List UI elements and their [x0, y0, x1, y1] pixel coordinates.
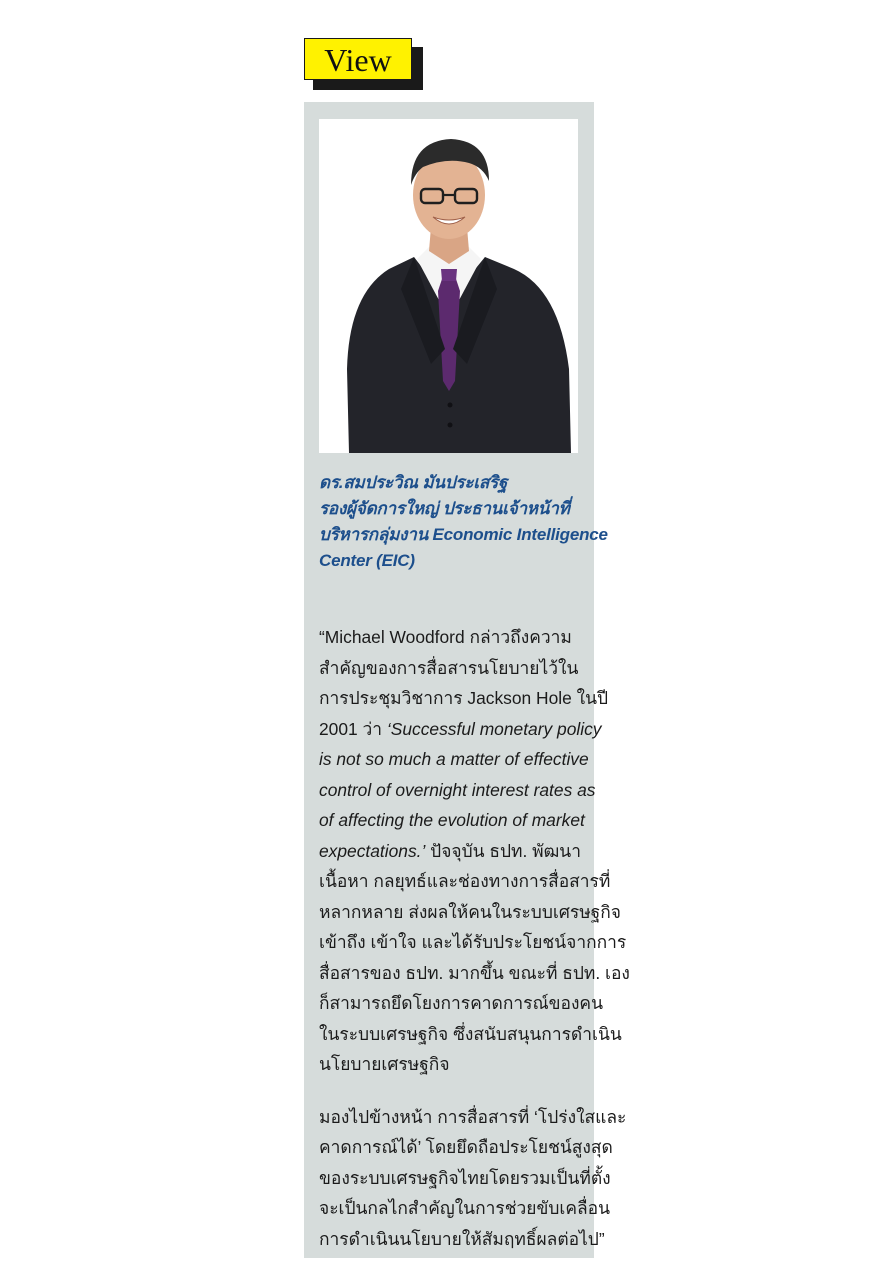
- quote-line: คาดการณ์ได้’ โดยยึดถือประโยชน์สูงสุด: [319, 1137, 613, 1157]
- quote-line: ก็สามารถยึดโยงการคาดการณ์ของคน: [319, 993, 603, 1013]
- quote-line: [319, 714, 602, 745]
- quote-line: หลากหลาย ส่งผลให้คนในระบบเศรษฐกิจ: [319, 901, 621, 922]
- quote-english-line: is not so much a matter of effective: [319, 749, 589, 769]
- quote-english-text: ‘Successful monetary policy: [386, 718, 602, 739]
- caption-department: บริหารกลุ่มงาน Economic Intelligence: [319, 525, 608, 544]
- caption-position: รองผู้จัดการใหญ่ ประธานเจ้าหน้าที่: [319, 499, 570, 518]
- quote-line: “Michael Woodford กล่าวถึงความ: [319, 627, 572, 647]
- quote-line: จะเป็นกลไกสำคัญในการช่วยขับเคลื่อน: [319, 1198, 610, 1218]
- quote-line: [319, 836, 581, 867]
- quote-line: การดำเนินนโยบายให้สัมฤทธิ์ผลต่อไป”: [319, 1228, 605, 1249]
- quote-english-line: of affecting the evolution of market: [319, 810, 585, 830]
- quote-text: 2001 ว่า: [319, 718, 383, 739]
- paragraph-gap: [319, 1080, 581, 1102]
- portrait-photo: [319, 119, 578, 453]
- photo-caption: [319, 470, 608, 574]
- caption-name: ดร.สมประวิณ มันประเสริฐ: [319, 473, 508, 492]
- portrait-illustration: [319, 119, 578, 453]
- caption-department-cont: Center (EIC): [319, 551, 415, 570]
- quote-line: การประชุมวิชาการ Jackson Hole ในปี: [319, 688, 609, 708]
- quote-english-text: expectations.’: [319, 840, 426, 861]
- quote-line: เนื้อหา กลยุทธ์และช่องทางการสื่อสารที่: [319, 871, 611, 891]
- quote-line: เข้าถึง เข้าใจ และได้รับประโยชน์จากการ: [319, 932, 627, 952]
- quote-line: สำคัญของการสื่อสารนโยบายไว้ใน: [319, 657, 579, 678]
- quote-english-line: control of overnight interest rates as: [319, 779, 596, 800]
- quote-text: ปัจจุบัน ธปท. พัฒนา: [425, 840, 581, 861]
- quote-line: สื่อสารของ ธปท. มากขึ้น ขณะที่ ธปท. เอง: [319, 962, 630, 983]
- quote-line: ในระบบเศรษฐกิจ ซึ่งสนับสนุนการดำเนิน: [319, 1023, 622, 1044]
- quote-body: [319, 622, 630, 1254]
- quote-line: นโยบายเศรษฐกิจ: [319, 1054, 450, 1074]
- quote-line: ของระบบเศรษฐกิจไทยโดยรวมเป็นที่ตั้ง: [319, 1167, 611, 1188]
- quote-line: มองไปข้างหน้า การสื่อสารที่ ‘โปร่งใสและ: [319, 1106, 627, 1127]
- view-badge: View: [304, 38, 412, 80]
